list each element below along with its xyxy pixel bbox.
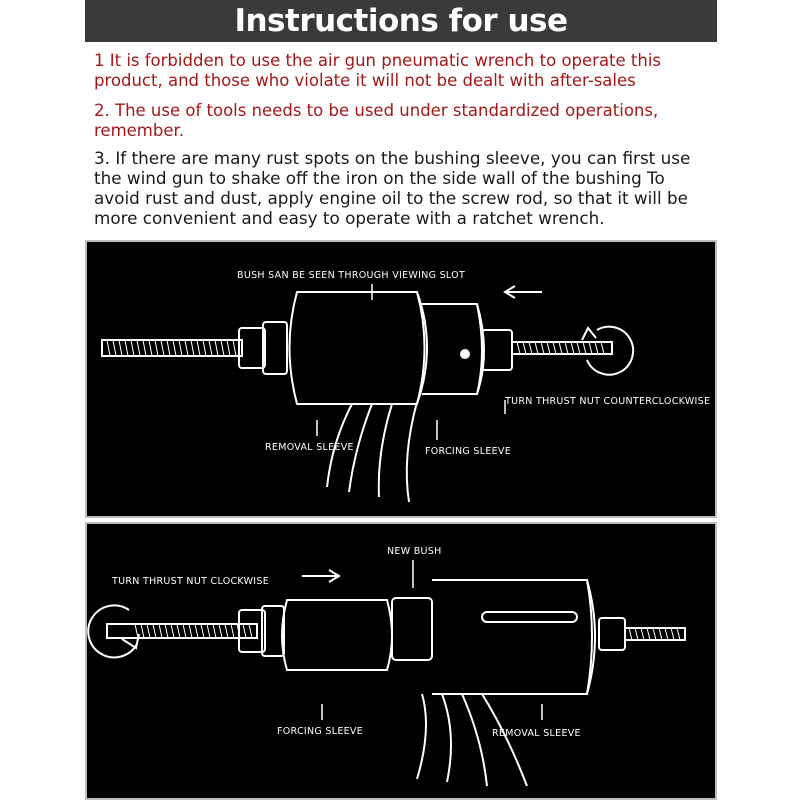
forcing-sleeve-body — [422, 304, 482, 394]
viewing-slot — [482, 612, 577, 622]
label-forcing-sleeve: FORCING SLEEVE — [277, 726, 364, 737]
forcing-sleeve-body — [282, 600, 392, 670]
label-viewing-slot: BUSH SAN BE SEEN THROUGH VIEWING SLOT — [237, 270, 466, 281]
instruction-2: 2. The use of tools needs to be used under standardized operations, remember. — [94, 101, 659, 140]
install-diagram-panel — [85, 522, 717, 800]
instruction-3: 3. If there are many rust spots on the bushing sleeve, you can first use the wind gun to shake off the iron on the side wall of the bushing To avoid rust and dust, apply engine oil to the screw rod, so that it will be more convenient and easy to operate with a ratchet wrench. — [94, 148, 691, 228]
forcing-nut — [482, 330, 512, 370]
removal-sleeve-body — [290, 292, 425, 404]
removal-sleeve-body — [432, 580, 592, 694]
clockwise-arrow-icon — [88, 605, 137, 657]
label-removal-sleeve: REMOVAL SLEEVE — [492, 728, 581, 739]
page-title-banner — [85, 0, 717, 42]
label-turn-counterclockwise: TURN THRUST NUT COUNTERCLOCKWISE — [505, 396, 711, 407]
page-title: Instructions for use — [234, 3, 568, 39]
removal-diagram-panel — [85, 240, 717, 518]
removal-diagram — [87, 242, 715, 516]
label-forcing-sleeve: FORCING SLEEVE — [425, 446, 512, 457]
new-bush — [392, 598, 432, 660]
label-new-bush: NEW BUSH — [387, 546, 442, 557]
install-diagram — [87, 524, 715, 798]
washer — [263, 322, 287, 374]
label-turn-clockwise: TURN THRUST NUT CLOCKWISE — [112, 576, 270, 587]
threaded-rod-left — [107, 624, 257, 638]
rod-threads-left — [107, 340, 236, 356]
instruction-1: 1 It is forbidden to use the air gun pneumatic wrench to operate this product, and those who violate it will not be dealt with after-sales — [94, 51, 662, 90]
label-removal-sleeve: REMOVAL SLEEVE — [265, 442, 354, 453]
